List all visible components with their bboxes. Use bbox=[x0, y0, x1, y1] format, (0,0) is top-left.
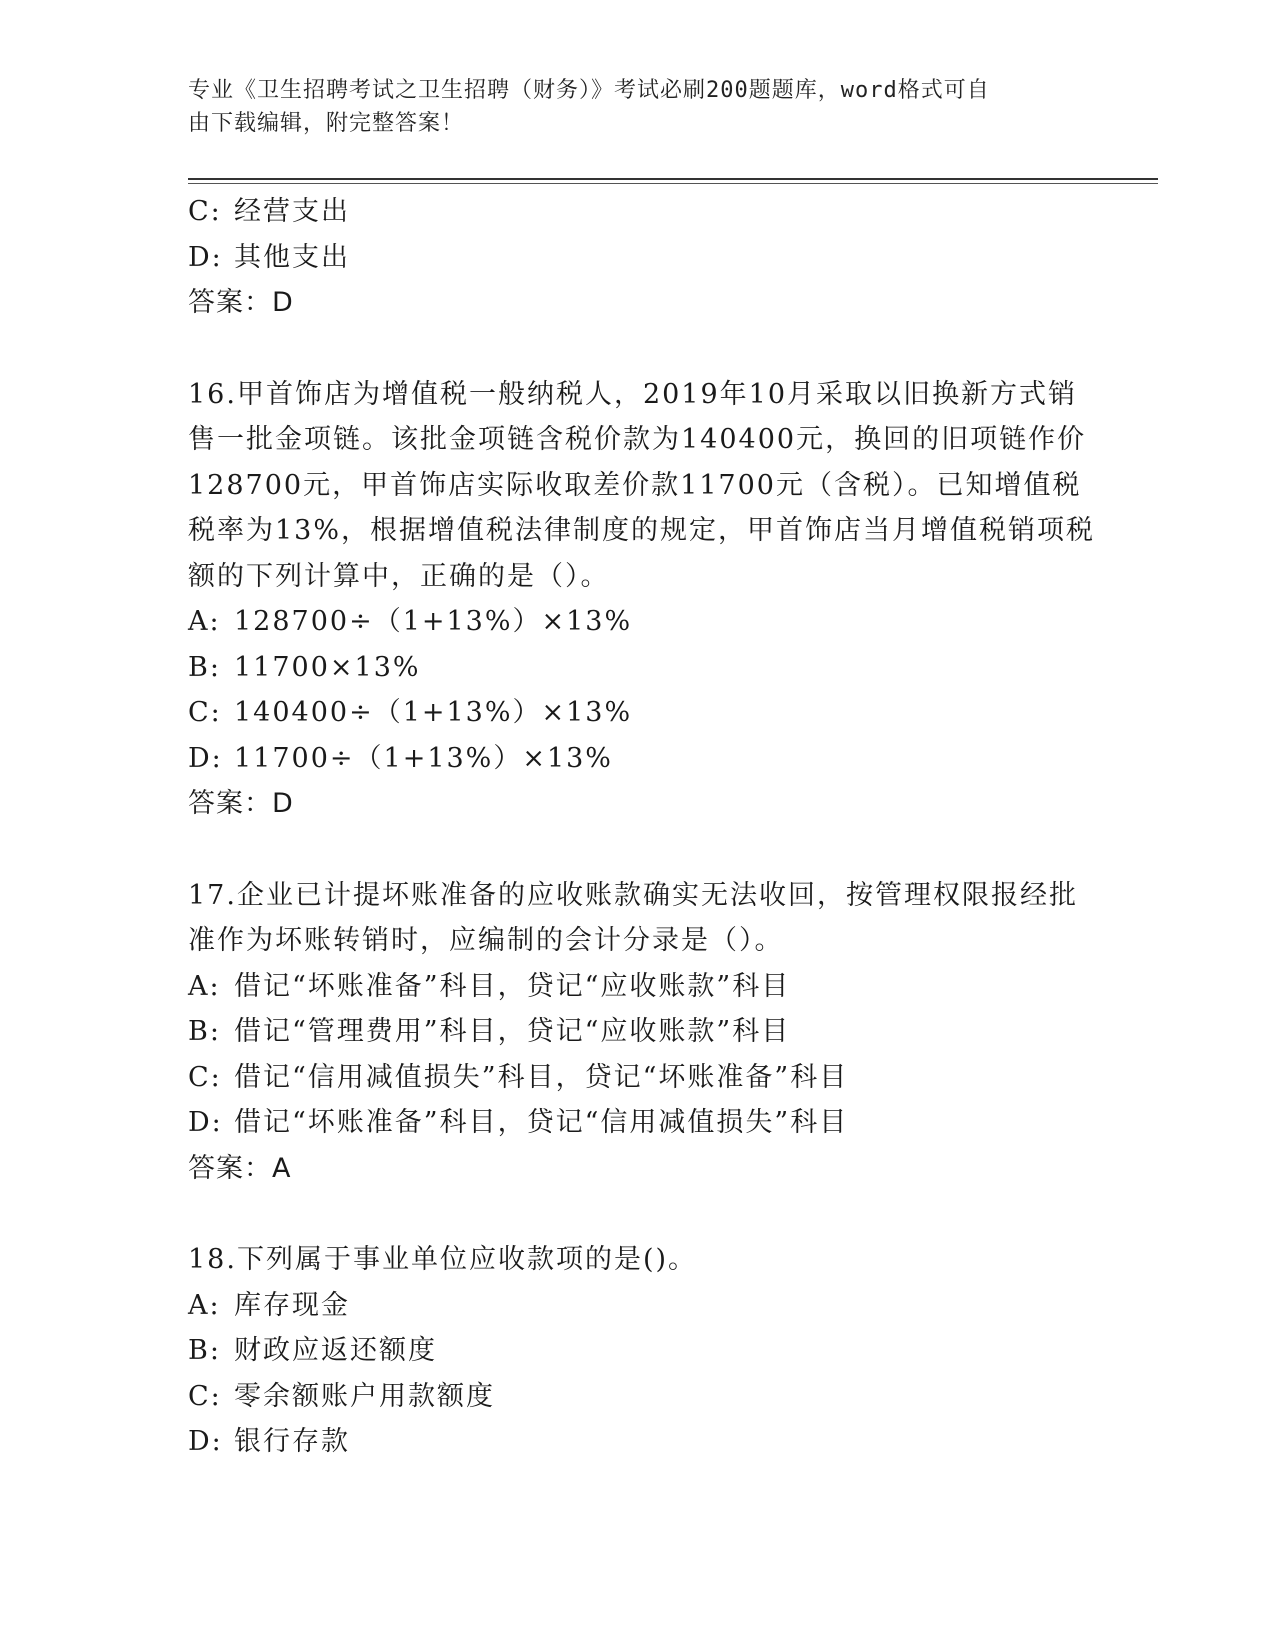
option-text: 借记“坏账准备”科目，贷记“应收账款”科目 bbox=[234, 970, 791, 1002]
header-rule-thin bbox=[188, 183, 1158, 184]
option-letter: D: bbox=[188, 742, 223, 774]
option-line bbox=[188, 645, 1088, 691]
header-line-2: 由下载编辑，附完整答案！ bbox=[188, 111, 465, 136]
header-rule-thick bbox=[188, 178, 1158, 180]
option-text: 11700÷（1+13%）×13% bbox=[234, 742, 613, 774]
spacer bbox=[188, 1191, 1088, 1237]
answer-line: 答案：A bbox=[188, 1152, 292, 1184]
question-stem-line: 16.甲首饰店为增值税一般纳税人，2019年10月采取以旧换新方式销 bbox=[188, 378, 1078, 410]
option-text: 其他支出 bbox=[234, 241, 350, 273]
option-letter: C: bbox=[188, 1380, 222, 1412]
option-text: 借记“信用减值损失”科目，贷记“坏账准备”科目 bbox=[234, 1061, 849, 1093]
question-stem-line: 18.下列属于事业单位应收款项的是()。 bbox=[188, 1244, 698, 1275]
spacer bbox=[188, 827, 1088, 873]
question-stem-line: 17.企业已计提坏账准备的应收账款确实无法收回，按管理权限报经批 bbox=[188, 879, 1078, 911]
option-line bbox=[188, 1009, 1088, 1055]
header-line-1: 专业《卫生招聘考试之卫生招聘（财务）》考试必刷200题题库，word格式可自 bbox=[188, 78, 990, 103]
option-line bbox=[188, 599, 1088, 645]
option-letter: D: bbox=[188, 1426, 223, 1457]
option-letter: B: bbox=[188, 1016, 221, 1047]
option-text: 140400÷（1+13%）×13% bbox=[234, 697, 633, 728]
option-text: 借记“坏账准备”科目，贷记“信用减值损失”科目 bbox=[234, 1107, 849, 1138]
option-letter: A: bbox=[188, 970, 221, 1002]
option-line bbox=[188, 736, 1088, 782]
option-line bbox=[188, 1055, 1088, 1101]
option-line bbox=[188, 1419, 1088, 1465]
option-text: 经营支出 bbox=[234, 196, 350, 227]
option-letter: C: bbox=[188, 697, 222, 728]
question-content bbox=[188, 189, 1096, 1465]
option-line bbox=[188, 1374, 1088, 1420]
option-text: 财政应返还额度 bbox=[234, 1335, 437, 1366]
option-line bbox=[188, 189, 1088, 235]
document-header bbox=[188, 74, 1088, 140]
question-stem-line: 准作为坏账转销时，应编制的会计分录是（）。 bbox=[188, 925, 784, 956]
option-line bbox=[188, 1283, 1088, 1329]
option-text: 128700÷（1+13%）×13% bbox=[234, 606, 633, 637]
question-stem-line: 税率为13%，根据增值税法律制度的规定，甲首饰店当月增值税销项税 bbox=[188, 515, 1096, 546]
option-letter: D: bbox=[188, 241, 223, 273]
option-text: 零余额账户用款额度 bbox=[234, 1380, 495, 1412]
answer-line: 答案：D bbox=[188, 287, 294, 318]
question-18 bbox=[188, 1237, 1088, 1465]
option-letter: C: bbox=[188, 196, 222, 227]
option-letter: B: bbox=[188, 1335, 221, 1366]
option-letter: D: bbox=[188, 1107, 223, 1138]
spacer bbox=[188, 326, 1088, 372]
option-text: 借记“管理费用”科目，贷记“应收账款”科目 bbox=[234, 1016, 791, 1047]
question-stem-line: 售一批金项链。该批金项链含税价款为140400元，换回的旧项链作价 bbox=[188, 424, 1087, 455]
option-letter: A: bbox=[188, 1289, 221, 1321]
option-text: 银行存款 bbox=[234, 1426, 350, 1457]
answer-line: 答案：D bbox=[188, 788, 294, 819]
option-text: 库存现金 bbox=[234, 1289, 350, 1321]
option-letter: C: bbox=[188, 1061, 222, 1093]
option-letter: B: bbox=[188, 651, 221, 683]
option-line bbox=[188, 690, 1088, 736]
option-line bbox=[188, 964, 1088, 1010]
option-line bbox=[188, 1328, 1088, 1374]
question-17 bbox=[188, 873, 1088, 1192]
option-text: 11700×13% bbox=[234, 651, 421, 683]
option-line bbox=[188, 1100, 1088, 1146]
option-letter: A: bbox=[188, 606, 221, 637]
question-stem-line: 128700元，甲首饰店实际收取差价款11700元（含税）。已知增值税 bbox=[188, 469, 1082, 501]
question-16 bbox=[188, 372, 1096, 827]
option-line bbox=[188, 235, 1088, 281]
question-stem-line: 额的下列计算中，正确的是（）。 bbox=[188, 560, 610, 592]
previous-question-tail bbox=[188, 189, 1088, 326]
